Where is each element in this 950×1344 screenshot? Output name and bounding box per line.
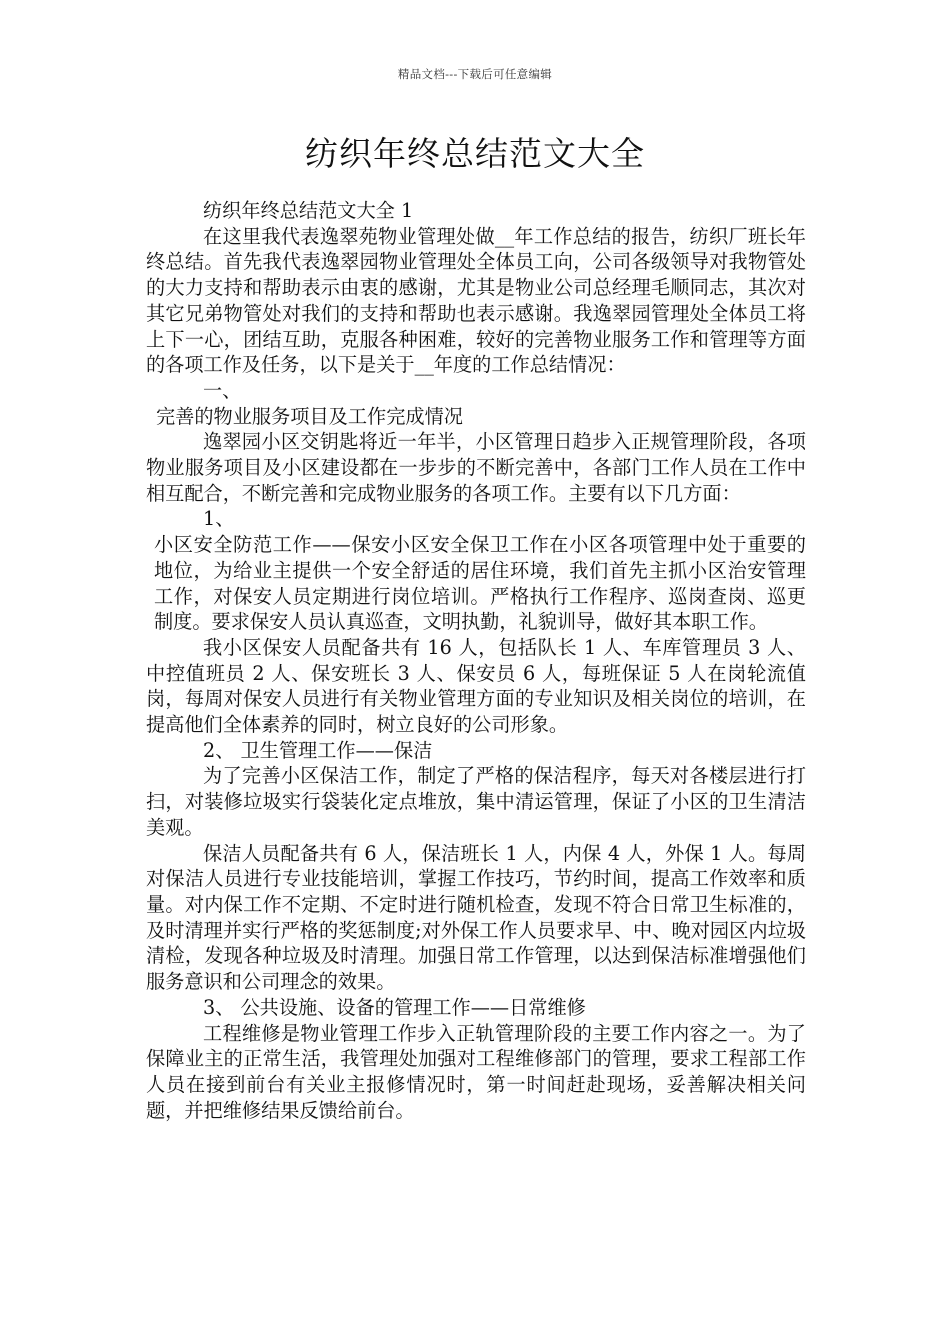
paragraph: 保洁人员配备共有 6 人，保洁班长 1 人，内保 4 人，外保 1 人。每周对保洁人员进行专业技能培训，掌握工作技巧，节约时间，提高工作效率和质量。对内保工作不定期、不定时进行随机检查，发现不符合日常卫生标准的，及时清理并实行严格的奖惩制度;对外保工作人员要求早、中、晚对园区内垃圾清检，发现各种垃圾及时清理。加强日常工作管理，以达到保洁标准增强他们服务意识和公司理念的效果。: [146, 841, 806, 994]
section-heading: 纺织年终总结范文大全 1: [203, 199, 414, 222]
paragraph: 工程维修是物业管理工作步入正轨管理阶段的主要工作内容之一。为了保障业主的正常生活，我管理处加强对工程维修部门的管理，要求工程部工作人员在接到前台有关业主报修情况时，第一时间赶赴现场，妥善解决相关问题，并把维修结果反馈给前台。: [146, 1021, 806, 1122]
paragraph: 我小区保安人员配备共有 16 人，包括队长 1 人、车库管理员 3 人、中控值班员 2 人、保安班长 3 人、保安员 6 人，每班保证 5 人在岗轮流值岗，每周对保安人员进行有关物业管理方面的专业知识及相关岗位的培训，在提高他们全体素养的同时，树立良好的公司形象。: [146, 635, 806, 737]
paragraph: 逸翠园小区交钥匙将近一年半，小区管理日趋步入正规管理阶段，各项物业服务项目及小区建设都在一步步的不断完善中，各部门工作人员在工作中相互配合，不断完善和完成物业服务的各项工作。主要有以下几方面：: [146, 430, 806, 505]
document-body: [146, 198, 806, 1123]
header-note: 精品文档---下载后可任意编辑: [397, 67, 553, 81]
paragraph: 小区安全防范工作——保安小区安全保卫工作在小区各项管理中处于重要的地位，为给业主提供一个安全舒适的居住环境，我们首先主抓小区治安管理工作，对保安人员定期进行岗位培训。严格执行工作程序、巡岗查岗、巡更制度。要求保安人员认真巡查，文明执勤，礼貌训导，做好其本职工作。: [154, 533, 806, 634]
subsection-heading: 3、 公共设施、设备的管理工作——日常维修: [203, 995, 586, 1019]
list-marker: 一、: [203, 378, 242, 402]
subsection-heading: 完善的物业服务项目及工作完成情况: [156, 404, 463, 428]
document-title: 纺织年终总结范文大全: [305, 134, 645, 173]
subsection-heading: 2、 卫生管理工作——保洁: [203, 738, 433, 762]
list-marker: 1、: [203, 507, 235, 531]
paragraph: 在这里我代表逸翠苑物业管理处做__年工作总结的报告，纺织厂班长年终总结。首先我代表逸翠园物业管理处全体员工向，公司各级领导对我物管处的大力支持和帮助表示由衷的感谢，尤其是物业公司总经理毛顺同志，其次对其它兄弟物管处对我们的支持和帮助也表示感谢。我逸翠园管理处全体员工将上下一心，团结互助，克服各种困难，较好的完善物业服务工作和管理等方面的各项工作及任务，以下是关于__年度的工作总结情况：: [146, 224, 806, 377]
paragraph: 为了完善小区保洁工作，制定了严格的保洁程序，每天对各楼层进行打扫，对装修垃圾实行袋装化定点堆放，集中清运管理，保证了小区的卫生清洁美观。: [146, 764, 806, 839]
